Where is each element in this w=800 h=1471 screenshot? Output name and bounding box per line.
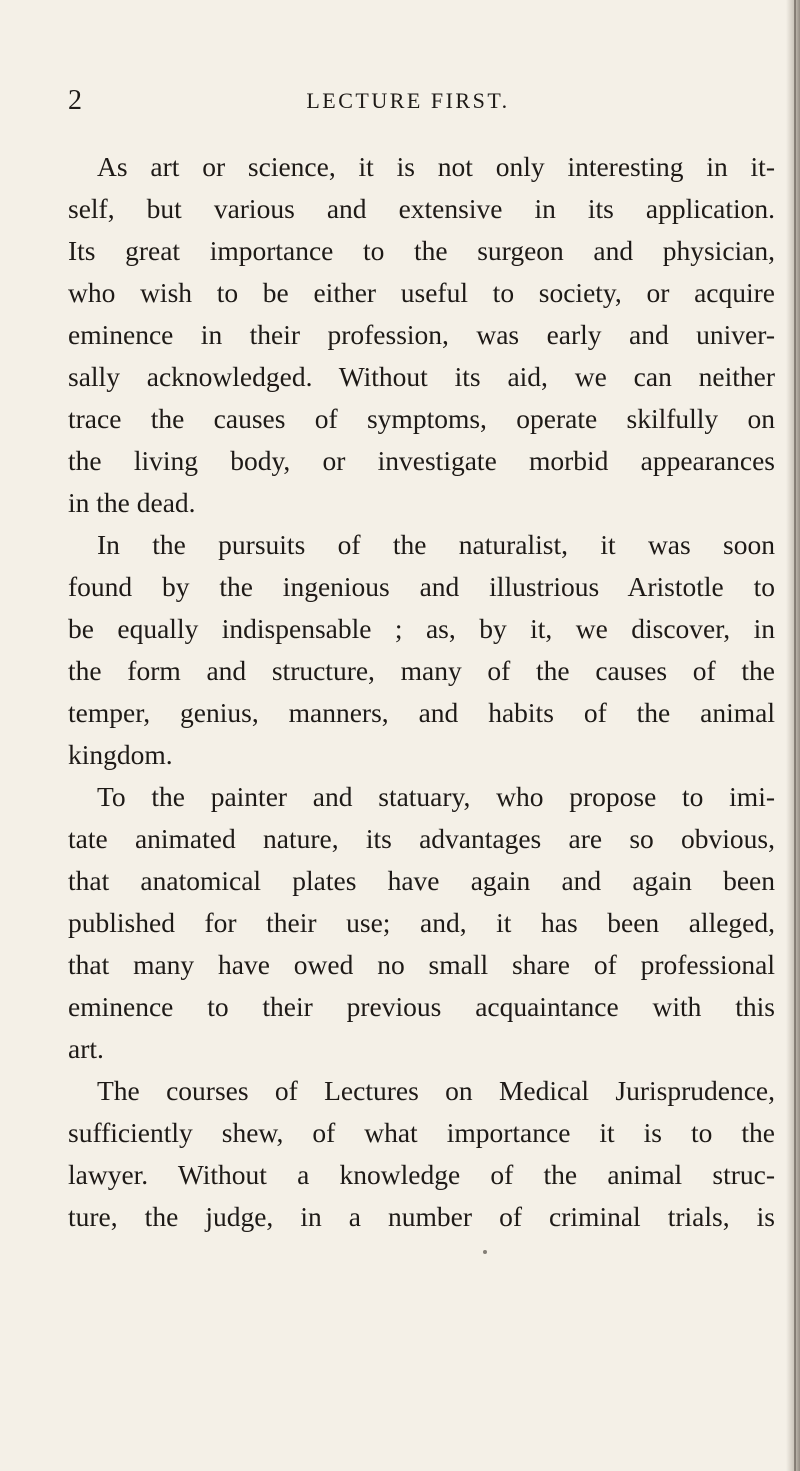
text-line: the living body, or investigate morbid appearances: [68, 445, 775, 476]
text-line: trace the causes of symptoms, operate skilfully on: [68, 403, 775, 434]
text-line: sufficiently shew, of what importance it is to the: [68, 1117, 775, 1148]
text-line: be equally indispensable ; as, by it, we discover, in: [68, 613, 775, 644]
text-line: To the painter and statuary, who propose to imi-: [97, 781, 775, 812]
running-head: [68, 85, 728, 125]
text-line: published for their use; and, it has been alleged,: [68, 907, 775, 938]
text-line: found by the ingenious and illustrious Aristotle to: [68, 571, 775, 602]
text-line: kingdom.: [68, 739, 173, 770]
text-line: art.: [68, 1033, 104, 1064]
text-line: tate animated nature, its advantages are so obvious,: [68, 823, 775, 854]
text-line: self, but various and extensive in its application.: [68, 193, 775, 224]
body-text: [68, 146, 775, 1238]
text-line: As art or science, it is not only interesting in it-: [97, 151, 775, 182]
text-line: ture, the judge, in a number of criminal trials, is: [68, 1201, 775, 1232]
text-line: temper, genius, manners, and habits of the animal: [68, 697, 775, 728]
page-edge-line: [794, 0, 796, 1471]
text-line: that many have owed no small share of professional: [68, 949, 775, 980]
text-line: sally acknowledged. Without its aid, we can neither: [68, 361, 775, 392]
text-line: in the dead.: [68, 487, 196, 518]
text-line: eminence in their profession, was early and univer-: [68, 319, 775, 350]
text-line: who wish to be either useful to society, or acquire: [68, 277, 775, 308]
text-line: lawyer. Without a knowledge of the animal struc-: [68, 1159, 775, 1190]
page-edge-shadow: [786, 0, 800, 1471]
ink-speck: [483, 1250, 487, 1254]
text-line: In the pursuits of the naturalist, it was soon: [97, 529, 775, 560]
page-number: 2: [68, 85, 83, 116]
text-line: that anatomical plates have again and again been: [68, 865, 775, 896]
text-line: the form and structure, many of the causes of the: [68, 655, 775, 686]
text-line: The courses of Lectures on Medical Jurisprudence,: [97, 1075, 775, 1106]
text-line: Its great importance to the surgeon and physician,: [68, 235, 775, 266]
text-line: eminence to their previous acquaintance with this: [68, 991, 775, 1022]
running-title: LECTURE FIRST.: [306, 88, 510, 113]
